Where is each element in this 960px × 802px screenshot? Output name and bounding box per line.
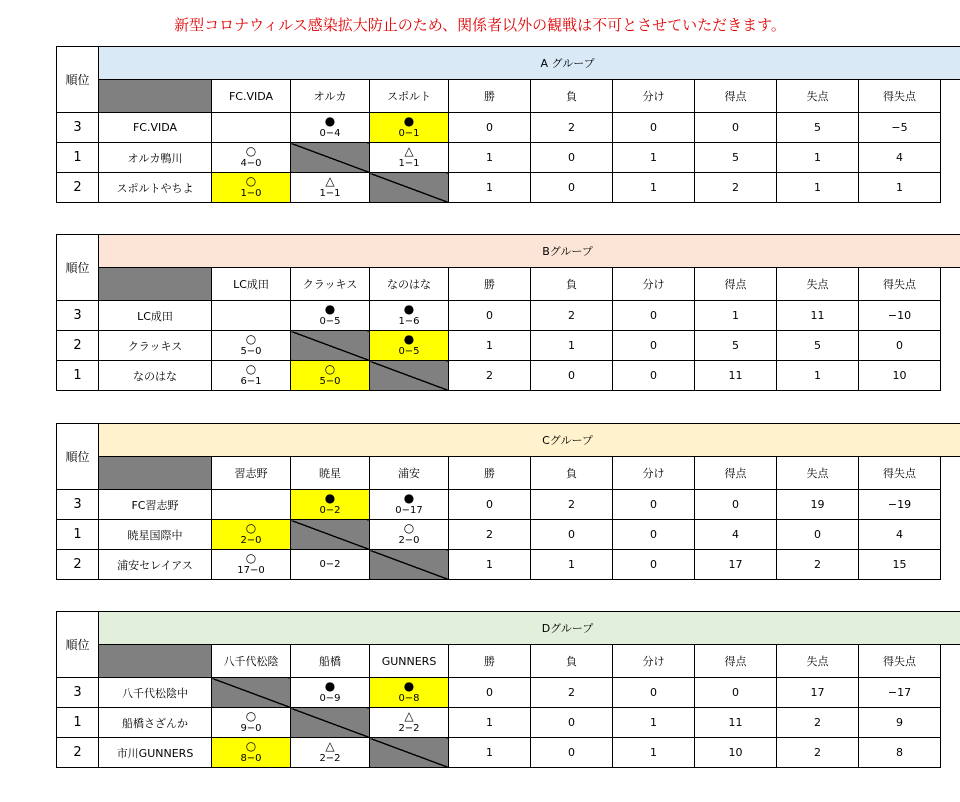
stat-loss: 0 xyxy=(531,173,613,203)
stat-gf: 11 xyxy=(695,361,777,391)
result-score: 1−1 xyxy=(319,188,341,199)
self-match-cell xyxy=(370,173,449,203)
match-result-cell xyxy=(370,490,449,520)
stat-header-ga: 失点 xyxy=(777,268,859,301)
stat-header-gd: 得失点 xyxy=(859,268,941,301)
team-rank: 2 xyxy=(57,173,99,203)
stat-header-ga: 失点 xyxy=(777,457,859,490)
match-result-cell xyxy=(212,143,291,173)
stat-gf: 10 xyxy=(695,738,777,768)
stat-header-ga: 失点 xyxy=(777,80,859,113)
stat-loss: 2 xyxy=(531,490,613,520)
team-name: スポルトやちよ xyxy=(99,173,212,203)
match-result-cell xyxy=(291,113,370,143)
result-mark: △ xyxy=(404,709,414,723)
result-score: 0−8 xyxy=(398,693,420,704)
result-mark: ● xyxy=(403,114,415,128)
stat-win: 1 xyxy=(449,738,531,768)
result-mark: △ xyxy=(325,739,335,753)
result-score: 0−2 xyxy=(319,505,341,516)
stat-header-draw: 分け xyxy=(613,645,695,678)
stat-draw: 0 xyxy=(613,113,695,143)
header-corner xyxy=(99,645,212,678)
stat-ga: 2 xyxy=(777,550,859,580)
result-score: 6−1 xyxy=(240,376,262,387)
stat-loss: 0 xyxy=(531,738,613,768)
result-mark: ○ xyxy=(245,174,257,188)
match-result-cell xyxy=(212,708,291,738)
stat-draw: 0 xyxy=(613,520,695,550)
match-result-cell xyxy=(291,490,370,520)
self-match-cell xyxy=(291,708,370,738)
stat-win: 0 xyxy=(449,113,531,143)
result-score: 9−0 xyxy=(240,723,262,734)
stat-win: 1 xyxy=(449,143,531,173)
match-result-cell xyxy=(291,361,370,391)
rank-header: 順位 xyxy=(57,612,99,678)
team-rank: 1 xyxy=(57,143,99,173)
stat-draw: 1 xyxy=(613,143,695,173)
result-score: 0−4 xyxy=(319,128,341,139)
match-result-cell xyxy=(291,550,370,580)
self-match-cell xyxy=(212,490,291,520)
result-mark: ○ xyxy=(324,362,336,376)
result-score: 17−0 xyxy=(237,565,265,576)
result-mark: ○ xyxy=(245,332,257,346)
team-name: なのはな xyxy=(99,361,212,391)
stat-gd: −10 xyxy=(859,301,941,331)
stat-win: 1 xyxy=(449,173,531,203)
match-result-cell xyxy=(370,331,449,361)
result-score: 2−2 xyxy=(319,753,341,764)
stat-header-draw: 分け xyxy=(613,268,695,301)
stat-draw: 0 xyxy=(613,361,695,391)
header-corner xyxy=(99,80,212,113)
stat-loss: 0 xyxy=(531,143,613,173)
opponent-header: 船橋 xyxy=(291,645,370,678)
header-corner xyxy=(99,268,212,301)
opponent-header: オルカ xyxy=(291,80,370,113)
stat-draw: 0 xyxy=(613,331,695,361)
stat-gd: 15 xyxy=(859,550,941,580)
stat-header-gd: 得失点 xyxy=(859,645,941,678)
opponent-header: LC成田 xyxy=(212,268,291,301)
stat-gf: 1 xyxy=(695,301,777,331)
stat-ga: 5 xyxy=(777,331,859,361)
match-result-cell xyxy=(370,708,449,738)
stat-gd: −5 xyxy=(859,113,941,143)
self-match-cell xyxy=(291,520,370,550)
match-result-cell xyxy=(212,550,291,580)
stat-gd: 8 xyxy=(859,738,941,768)
stat-header-win: 勝 xyxy=(449,268,531,301)
group-table xyxy=(56,611,960,768)
stat-header-gd: 得失点 xyxy=(859,80,941,113)
group-title: Dグループ xyxy=(99,612,960,645)
result-mark: ○ xyxy=(245,551,257,565)
stat-header-loss: 負 xyxy=(531,645,613,678)
team-name: 船橋さざんか xyxy=(99,708,212,738)
stat-gf: 2 xyxy=(695,173,777,203)
stat-header-loss: 負 xyxy=(531,268,613,301)
result-mark: ● xyxy=(324,114,336,128)
team-rank: 3 xyxy=(57,678,99,708)
stat-draw: 0 xyxy=(613,678,695,708)
stat-win: 2 xyxy=(449,520,531,550)
team-rank: 1 xyxy=(57,708,99,738)
result-score: 0−9 xyxy=(319,693,341,704)
result-mark: ○ xyxy=(245,709,257,723)
stat-gf: 11 xyxy=(695,708,777,738)
result-mark: ● xyxy=(403,491,415,505)
opponent-header: FC.VIDA xyxy=(212,80,291,113)
stat-header-ga: 失点 xyxy=(777,645,859,678)
opponent-header: クラッキス xyxy=(291,268,370,301)
stat-ga: 17 xyxy=(777,678,859,708)
stat-header-win: 勝 xyxy=(449,645,531,678)
stat-win: 0 xyxy=(449,678,531,708)
match-result-cell xyxy=(212,173,291,203)
team-rank: 1 xyxy=(57,520,99,550)
result-score: 2−2 xyxy=(398,723,420,734)
match-result-cell xyxy=(291,738,370,768)
result-score: 0−5 xyxy=(398,346,420,357)
team-name: 市川GUNNERS xyxy=(99,738,212,768)
match-result-cell xyxy=(370,301,449,331)
team-rank: 1 xyxy=(57,361,99,391)
stat-draw: 1 xyxy=(613,738,695,768)
stat-win: 0 xyxy=(449,301,531,331)
stat-header-gf: 得点 xyxy=(695,80,777,113)
team-name: FC習志野 xyxy=(99,490,212,520)
stat-header-draw: 分け xyxy=(613,80,695,113)
stat-draw: 0 xyxy=(613,550,695,580)
stat-gd: 9 xyxy=(859,708,941,738)
stat-gd: 4 xyxy=(859,520,941,550)
stat-gf: 5 xyxy=(695,331,777,361)
team-name: オルカ鴨川 xyxy=(99,143,212,173)
match-result-cell xyxy=(370,143,449,173)
opponent-header: 浦安 xyxy=(370,457,449,490)
stat-loss: 1 xyxy=(531,550,613,580)
self-match-cell xyxy=(370,738,449,768)
group-table xyxy=(56,46,960,203)
stat-ga: 2 xyxy=(777,708,859,738)
stat-ga: 1 xyxy=(777,173,859,203)
result-score: 0−17 xyxy=(395,505,423,516)
result-mark: ○ xyxy=(403,521,415,535)
stat-header-loss: 負 xyxy=(531,457,613,490)
stat-gd: 4 xyxy=(859,143,941,173)
match-result-cell xyxy=(212,361,291,391)
stat-ga: 2 xyxy=(777,738,859,768)
opponent-header: スポルト xyxy=(370,80,449,113)
self-match-cell xyxy=(370,550,449,580)
stat-loss: 1 xyxy=(531,331,613,361)
header-corner xyxy=(99,457,212,490)
stat-win: 1 xyxy=(449,331,531,361)
result-score: 1−1 xyxy=(398,158,420,169)
stat-gd: 10 xyxy=(859,361,941,391)
stat-gf: 0 xyxy=(695,490,777,520)
stat-win: 0 xyxy=(449,490,531,520)
result-mark: ○ xyxy=(245,144,257,158)
stat-loss: 0 xyxy=(531,361,613,391)
result-mark: ● xyxy=(324,679,336,693)
opponent-header: GUNNERS xyxy=(370,645,449,678)
stat-ga: 19 xyxy=(777,490,859,520)
stat-draw: 1 xyxy=(613,708,695,738)
match-result-cell xyxy=(370,678,449,708)
stat-gf: 0 xyxy=(695,113,777,143)
stat-ga: 11 xyxy=(777,301,859,331)
match-result-cell xyxy=(291,301,370,331)
self-match-cell xyxy=(212,301,291,331)
result-mark: △ xyxy=(404,144,414,158)
result-mark: ● xyxy=(403,332,415,346)
stat-loss: 2 xyxy=(531,113,613,143)
stat-loss: 0 xyxy=(531,520,613,550)
stat-gd: −19 xyxy=(859,490,941,520)
result-score: 5−0 xyxy=(240,346,262,357)
opponent-header: 習志野 xyxy=(212,457,291,490)
result-mark: ● xyxy=(403,302,415,316)
result-score: 0−2 xyxy=(319,559,341,570)
stat-gd: −17 xyxy=(859,678,941,708)
stat-gf: 5 xyxy=(695,143,777,173)
stat-header-gf: 得点 xyxy=(695,268,777,301)
team-name: 暁星国際中 xyxy=(99,520,212,550)
team-rank: 3 xyxy=(57,301,99,331)
result-mark: ○ xyxy=(245,362,257,376)
stat-header-win: 勝 xyxy=(449,80,531,113)
stat-header-win: 勝 xyxy=(449,457,531,490)
match-result-cell xyxy=(291,173,370,203)
stat-gf: 4 xyxy=(695,520,777,550)
team-rank: 2 xyxy=(57,331,99,361)
stat-header-draw: 分け xyxy=(613,457,695,490)
result-score: 0−1 xyxy=(398,128,420,139)
stat-win: 2 xyxy=(449,361,531,391)
stat-ga: 1 xyxy=(777,143,859,173)
self-match-cell xyxy=(291,331,370,361)
match-result-cell xyxy=(212,520,291,550)
self-match-cell xyxy=(212,678,291,708)
match-result-cell xyxy=(370,520,449,550)
result-mark: ● xyxy=(324,302,336,316)
stat-ga: 1 xyxy=(777,361,859,391)
stat-ga: 5 xyxy=(777,113,859,143)
result-score: 2−0 xyxy=(240,535,262,546)
group-title: Cグループ xyxy=(99,424,960,457)
group-title: Bグループ xyxy=(99,235,960,268)
stat-header-gf: 得点 xyxy=(695,457,777,490)
stat-gf: 17 xyxy=(695,550,777,580)
rank-header: 順位 xyxy=(57,47,99,113)
match-result-cell xyxy=(212,738,291,768)
self-match-cell xyxy=(212,113,291,143)
result-score: 5−0 xyxy=(319,376,341,387)
stat-gf: 0 xyxy=(695,678,777,708)
stat-loss: 2 xyxy=(531,678,613,708)
team-rank: 2 xyxy=(57,550,99,580)
result-mark: ○ xyxy=(245,739,257,753)
opponent-header: 暁星 xyxy=(291,457,370,490)
group-title: A グループ xyxy=(99,47,960,80)
team-name: LC成田 xyxy=(99,301,212,331)
match-result-cell xyxy=(370,113,449,143)
team-name: クラッキス xyxy=(99,331,212,361)
result-mark: ● xyxy=(403,679,415,693)
stat-draw: 1 xyxy=(613,173,695,203)
group-table xyxy=(56,234,960,391)
stat-header-gf: 得点 xyxy=(695,645,777,678)
result-mark: △ xyxy=(325,174,335,188)
team-rank: 3 xyxy=(57,490,99,520)
match-result-cell xyxy=(212,331,291,361)
result-score: 1−0 xyxy=(240,188,262,199)
stat-header-gd: 得失点 xyxy=(859,457,941,490)
stat-header-loss: 負 xyxy=(531,80,613,113)
result-score: 4−0 xyxy=(240,158,262,169)
self-match-cell xyxy=(370,361,449,391)
rank-header: 順位 xyxy=(57,235,99,301)
opponent-header: 八千代松陰 xyxy=(212,645,291,678)
stat-gd: 1 xyxy=(859,173,941,203)
stat-loss: 2 xyxy=(531,301,613,331)
notice-banner: 新型コロナウィルス感染拡大防止のため、関係者以外の観戦は不可とさせていただきます。 xyxy=(174,16,786,34)
stat-loss: 0 xyxy=(531,708,613,738)
team-name: 浦安セレイアス xyxy=(99,550,212,580)
result-score: 2−0 xyxy=(398,535,420,546)
opponent-header: なのはな xyxy=(370,268,449,301)
result-score: 8−0 xyxy=(240,753,262,764)
match-result-cell xyxy=(291,678,370,708)
team-rank: 3 xyxy=(57,113,99,143)
rank-header: 順位 xyxy=(57,424,99,490)
stat-win: 1 xyxy=(449,708,531,738)
result-mark: ○ xyxy=(245,521,257,535)
stat-ga: 0 xyxy=(777,520,859,550)
stat-draw: 0 xyxy=(613,490,695,520)
team-name: 八千代松陰中 xyxy=(99,678,212,708)
group-table xyxy=(56,423,960,580)
result-score: 0−5 xyxy=(319,316,341,327)
stat-draw: 0 xyxy=(613,301,695,331)
result-score: 1−6 xyxy=(398,316,420,327)
stat-win: 1 xyxy=(449,550,531,580)
team-name: FC.VIDA xyxy=(99,113,212,143)
stat-gd: 0 xyxy=(859,331,941,361)
self-match-cell xyxy=(291,143,370,173)
result-mark: ● xyxy=(324,491,336,505)
team-rank: 2 xyxy=(57,738,99,768)
